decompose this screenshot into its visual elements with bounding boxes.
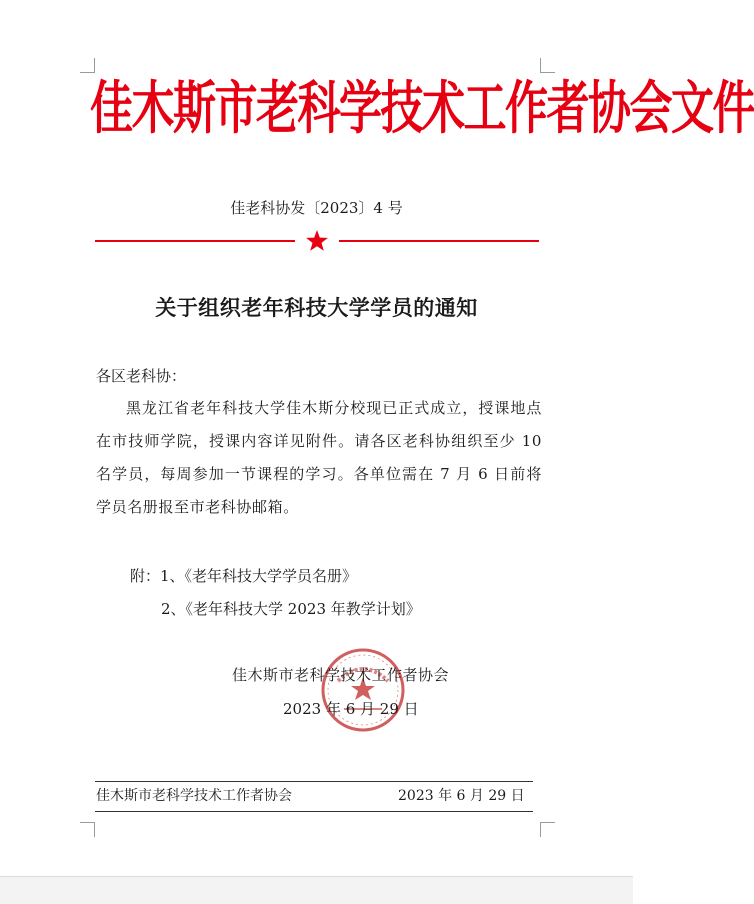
document-number: 佳老科协发〔2023〕4 号 xyxy=(230,199,403,217)
org-document-header: 佳木斯市老科学技术工作者协会文件 xyxy=(90,76,754,142)
footer-date: 2023 年 6 月 29 日 xyxy=(398,788,525,804)
footer-divider-bottom xyxy=(95,811,533,812)
footer-divider-top xyxy=(95,781,533,782)
signature-organization: 佳木斯市老科学技术工作者协会 xyxy=(232,666,450,684)
red-divider-right xyxy=(339,240,539,242)
signature-date: 2023 年 6 月 29 日 xyxy=(283,700,419,718)
footer-organization: 佳木斯市老科学技术工作者协会 xyxy=(96,788,292,804)
salutation: 各区老科协： xyxy=(96,367,187,385)
attachment-item-1: 附：1、《老年科技大学学员名册》 xyxy=(130,567,358,585)
attachment-item-2: 2、《老年科技大学 2023 年教学计划》 xyxy=(161,600,421,618)
page-corner-mark-bottom-right xyxy=(540,822,555,837)
official-seal-icon xyxy=(320,647,406,733)
body-paragraph: 黑龙江省老年科技大学佳木斯分校现已正式成立，授课地点在市技师学院，授课内容详见附件。请各区老科协组织至少 10 名学员，每周参加一节课程的学习。各单位需在 7 月 6 日前将学员名册报至市老科协邮箱。 xyxy=(96,399,542,516)
viewer-status-bar xyxy=(0,876,633,904)
red-star-icon xyxy=(305,229,329,252)
notice-title: 关于组织老年科技大学学员的通知 xyxy=(155,295,478,320)
red-divider-left xyxy=(95,240,295,242)
page-corner-mark-bottom-left xyxy=(80,822,95,837)
